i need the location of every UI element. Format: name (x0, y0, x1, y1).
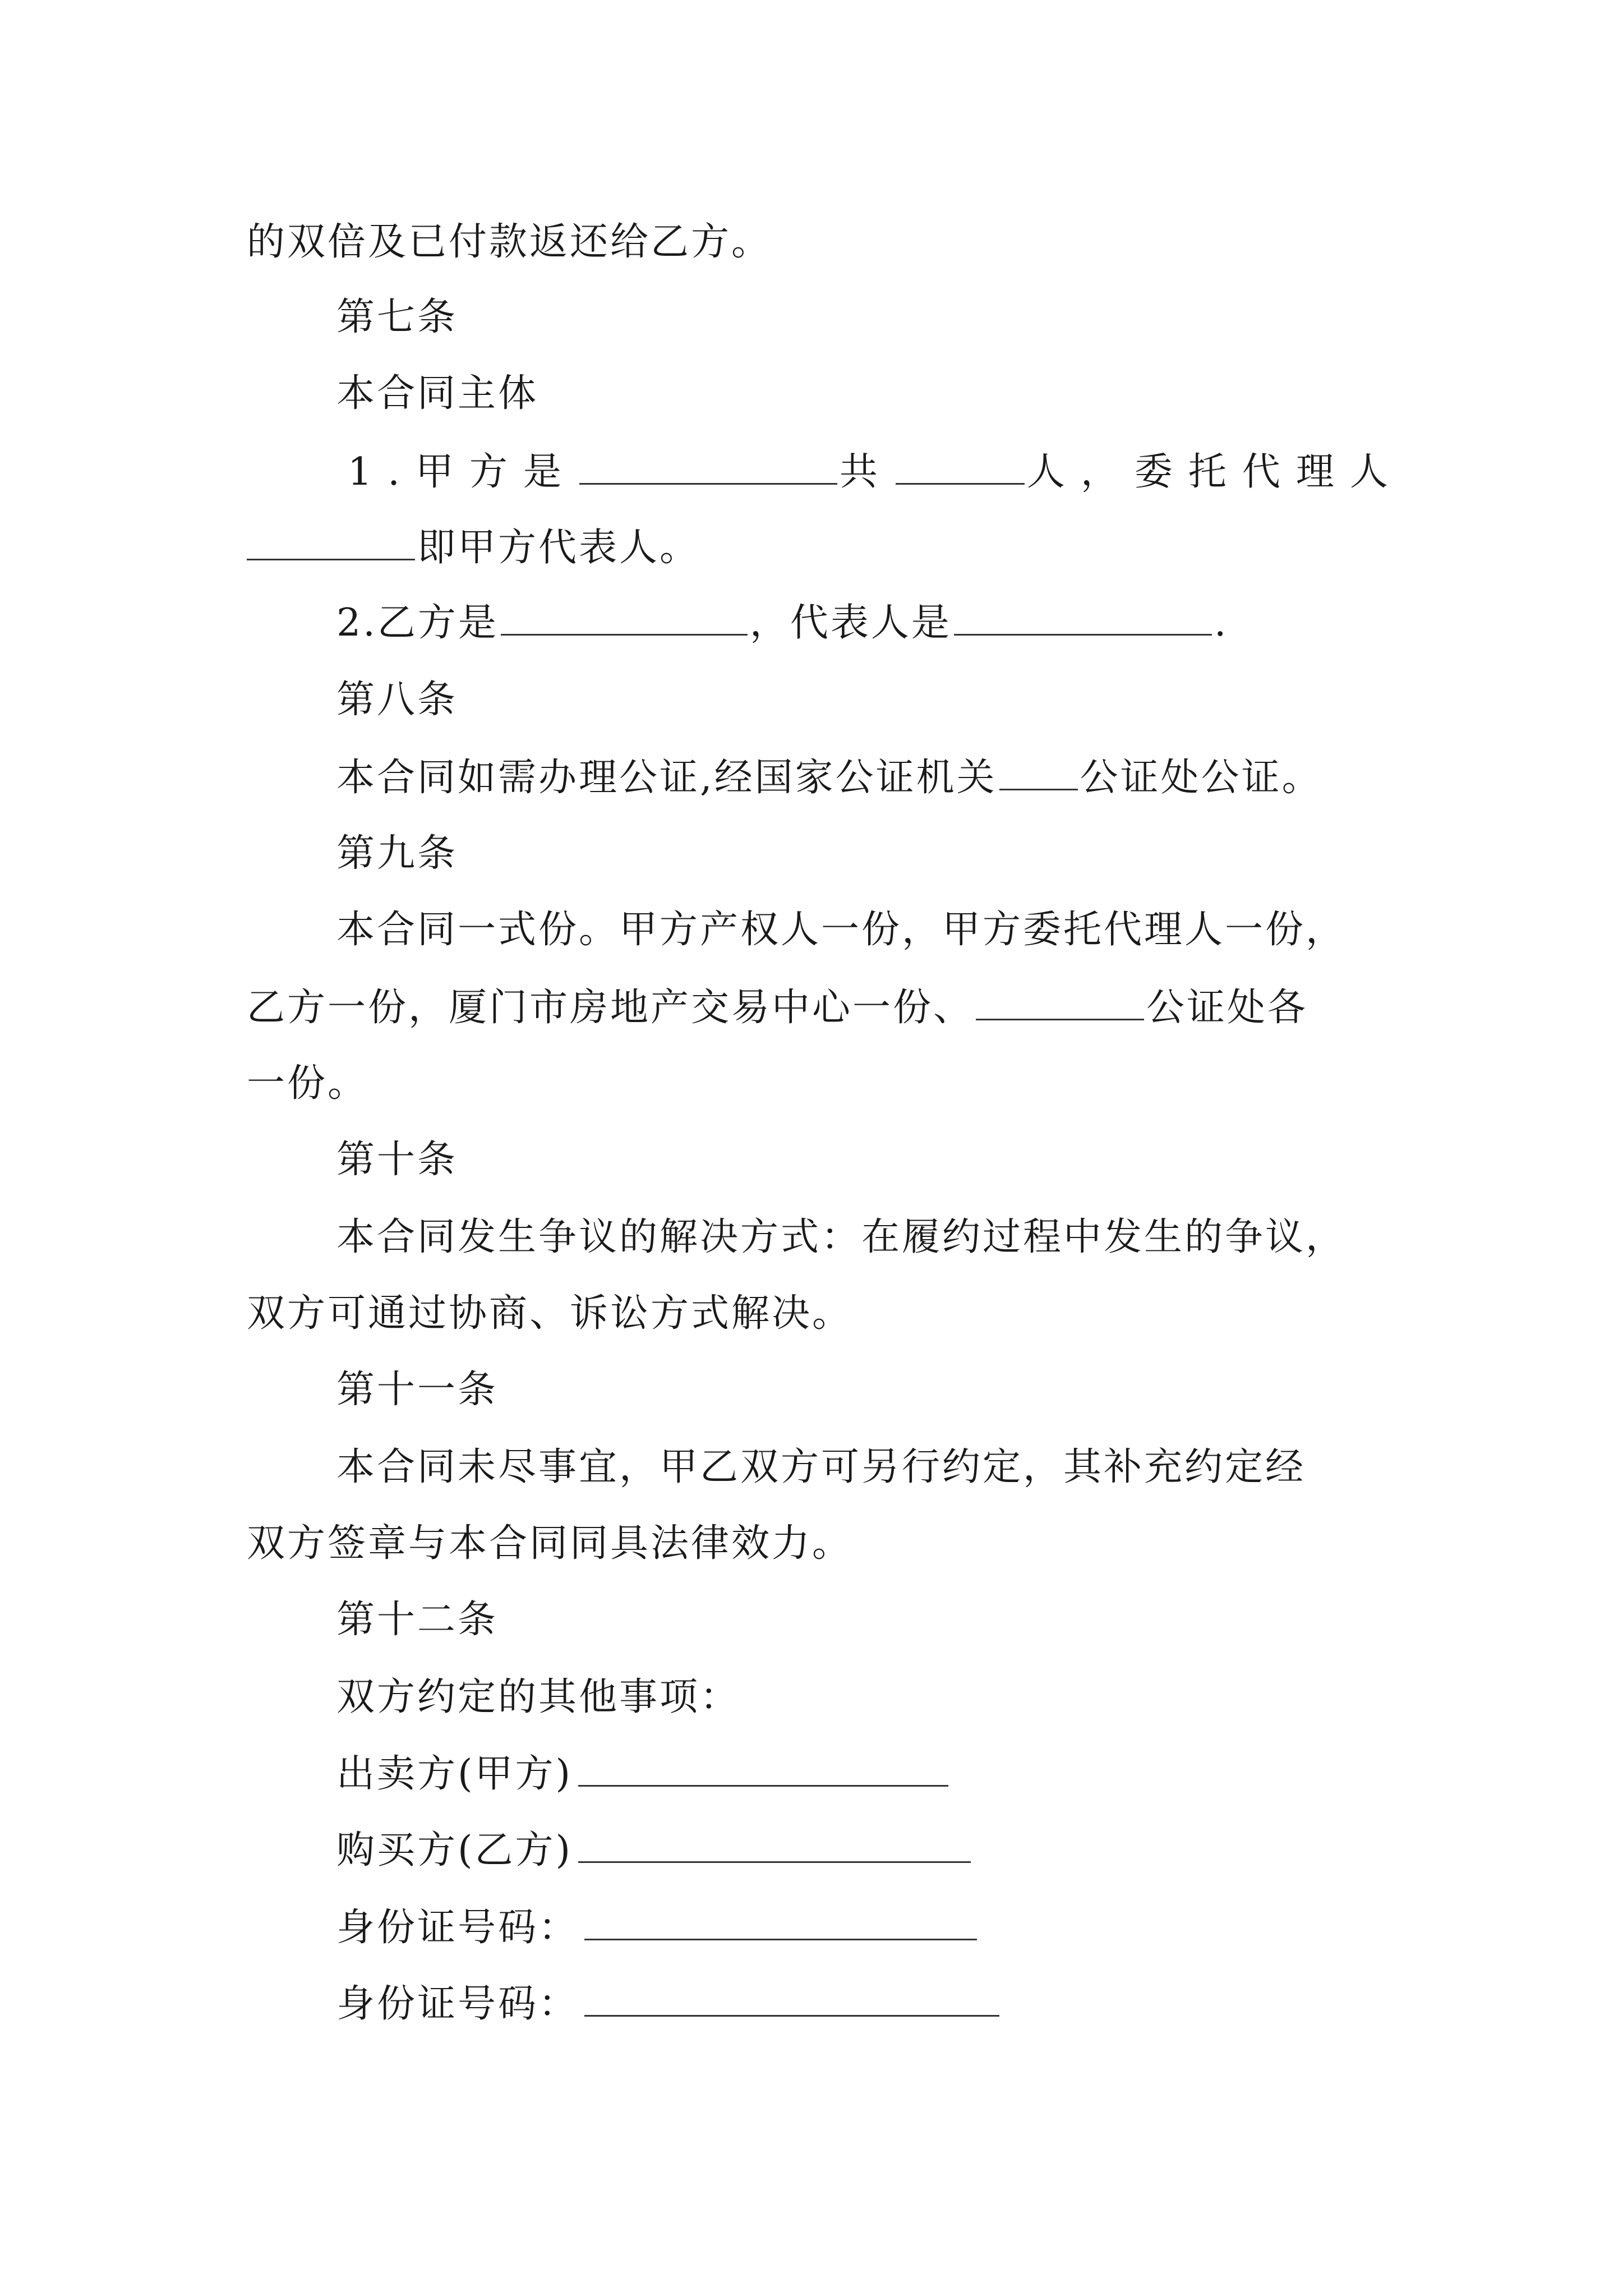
article-title-text: 第九条 (336, 831, 458, 876)
text: 双方可通过协商、诉讼方式解决。 (247, 1291, 853, 1336)
article-7-item-2 (336, 597, 1229, 649)
seller-id-field[interactable] (584, 1902, 977, 1940)
article-7-title (336, 292, 458, 343)
text: ，代表人是 (749, 601, 952, 645)
text: 共 (839, 450, 893, 494)
article-title-text: 第八条 (336, 678, 458, 722)
article-title-text: 第十条 (336, 1138, 458, 1182)
text: 双方签章与本合同同具法律效力。 (247, 1521, 853, 1566)
article-12-line-1 (336, 1672, 740, 1723)
fill-blank-notary-office[interactable] (976, 982, 1144, 1020)
buyer-signature-line (336, 1824, 973, 1876)
text: 公证处公证。 (1080, 756, 1322, 800)
buyer-id-field[interactable] (584, 1978, 999, 2017)
text: 人，委托代理人 (1026, 450, 1404, 494)
article-7-heading (336, 368, 538, 420)
buyer-id-line (336, 1978, 1002, 2030)
article-8-text (336, 752, 1322, 804)
article-11-title (336, 1364, 498, 1416)
text: 本合同一式份。甲方产权人一份，甲方委托代理人一份， (336, 908, 1347, 952)
id-label: 身份证号码： (336, 1906, 579, 1950)
buyer-signature-field[interactable] (578, 1824, 971, 1863)
heading-text: 本合同主体 (336, 371, 539, 416)
article-9-title (336, 828, 458, 880)
text: 公证处各 (1146, 986, 1308, 1030)
article-title-text: 第七条 (336, 295, 458, 339)
text: 的双倍及已付款返还给乙方。 (247, 220, 772, 264)
text: 乙方一份，厦门市房地产交易中心一份、 (247, 986, 974, 1030)
article-7-item-1 (348, 446, 1404, 498)
article-9-line-2 (247, 982, 1308, 1034)
buyer-label: 购买方(乙方) (336, 1828, 573, 1872)
article-9-line-1 (336, 904, 1346, 956)
fill-blank-representative[interactable] (954, 597, 1212, 636)
seller-signature-field[interactable] (578, 1748, 948, 1787)
article-8-title (336, 674, 458, 726)
fill-blank-count[interactable] (896, 446, 1025, 485)
text: 2.乙方是 (336, 601, 499, 645)
seller-signature-line (336, 1748, 951, 1800)
text: 双方约定的其他事项： (336, 1675, 741, 1719)
article-11-line-2 (247, 1518, 852, 1570)
article-10-line-1 (336, 1212, 1346, 1263)
text: 本合同发生争议的解决方式：在履约过程中发生的争议， (336, 1215, 1347, 1259)
article-10-line-2 (247, 1288, 852, 1340)
article-11-line-1 (336, 1442, 1306, 1493)
seller-id-line (336, 1902, 979, 1954)
article-10-title (336, 1134, 458, 1186)
text: 一份。 (247, 1061, 368, 1106)
article-title-text: 第十一条 (336, 1368, 499, 1412)
text: . (1214, 601, 1229, 645)
text: 本合同如需办理公证,经国家公证机关 (336, 756, 997, 800)
text: 1.甲方是 (348, 450, 577, 494)
id-label: 身份证号码： (336, 1982, 579, 2026)
article-7-item-1-cont (247, 522, 700, 574)
fill-blank-agent[interactable] (247, 522, 415, 560)
text: 本合同未尽事宜，甲乙双方可另行约定，其补充约定经 (336, 1445, 1306, 1489)
article-9-line-3 (247, 1058, 368, 1110)
fill-blank-party-b[interactable] (501, 597, 748, 636)
article-12-title (336, 1594, 498, 1646)
article-title-text: 第十二条 (336, 1598, 499, 1642)
text: 即甲方代表人。 (417, 526, 700, 570)
paragraph-line (247, 217, 772, 268)
fill-blank-notary[interactable] (999, 752, 1078, 790)
fill-blank-party-a[interactable] (579, 446, 837, 485)
seller-label: 出卖方(甲方) (336, 1752, 573, 1796)
